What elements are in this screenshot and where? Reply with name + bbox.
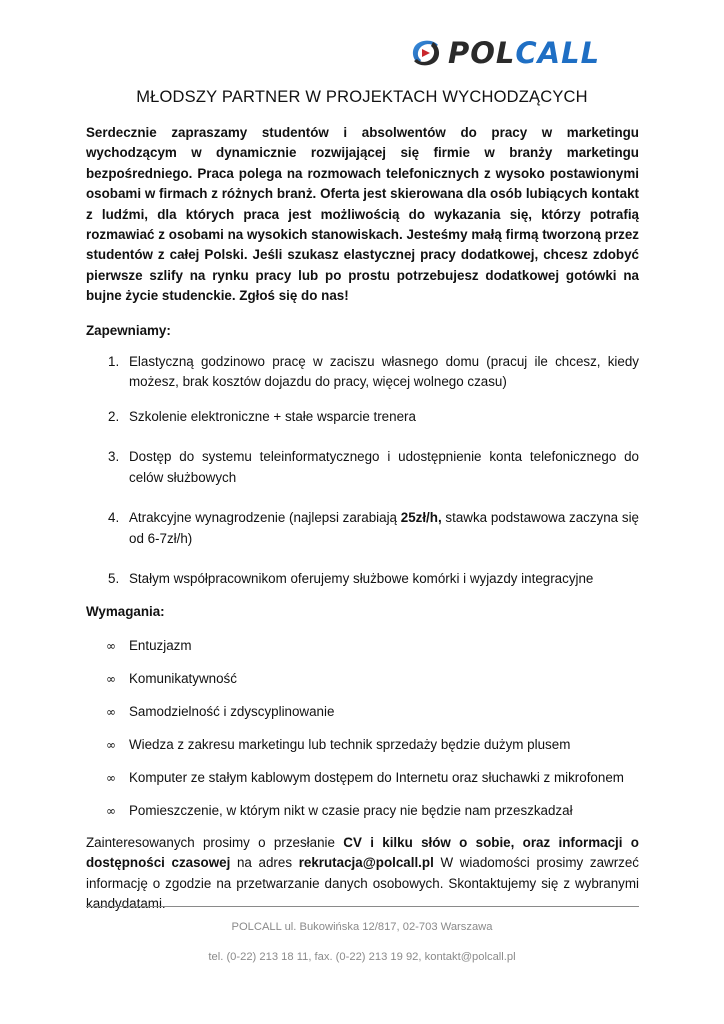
- wage-text-start: Atrakcyjne wynagrodzenie (najlepsi zarabiają: [129, 510, 401, 526]
- infinity-bullet-icon: ∞: [106, 737, 116, 752]
- list-item: [86, 407, 639, 427]
- list-item-text: Dostęp do systemu teleinformatycznego i udostępnienie konta telefonicznego do celów służbowych: [129, 449, 639, 485]
- page-title: MŁODSZY PARTNER W PROJEKTACH WYCHODZĄCYCH: [136, 88, 588, 106]
- logo-wordmark: [448, 35, 600, 71]
- list-item-number: 4.: [108, 510, 120, 526]
- benefits-heading: Zapewniamy:: [86, 322, 171, 338]
- list-item: [86, 447, 639, 488]
- closing-paragraph: [86, 833, 639, 915]
- list-item-text: Samodzielność i zdyscyplinowanie: [129, 703, 335, 719]
- list-item-text: Stałym współpracownikom oferujemy służbowe komórki i wyjazdy integracyjne: [129, 570, 594, 586]
- list-item: [86, 508, 639, 549]
- polcall-logo: [408, 34, 630, 72]
- document-body: [86, 123, 639, 914]
- footer-contact: tel. (0-22) 213 18 11, fax. (0-22) 213 19 92, kontakt@polcall.pl: [208, 951, 516, 963]
- logo-text-pol: POL: [448, 36, 516, 70]
- list-item: [86, 801, 639, 834]
- closing-text-2: na adres: [230, 855, 299, 871]
- list-item: [86, 669, 639, 702]
- polcall-logo-icon: [408, 35, 444, 71]
- logo-text-call: CALL: [515, 36, 601, 70]
- infinity-bullet-icon: ∞: [106, 770, 116, 785]
- infinity-bullet-icon: ∞: [106, 638, 116, 653]
- list-item-text: Szkolenie elektroniczne + stałe wsparcie trenera: [129, 408, 416, 424]
- footer-divider: [86, 906, 639, 907]
- list-item-number: 3.: [108, 449, 120, 465]
- list-item: [86, 735, 639, 768]
- list-item-text: Komputer ze stałym kablowym dostępem do Internetu oraz słuchawki z mikrofonem: [129, 769, 624, 785]
- list-item-number: 2.: [108, 408, 120, 424]
- requirements-heading: Wymagania:: [86, 604, 165, 620]
- benefits-list: [86, 352, 639, 589]
- intro-paragraph: Serdecznie zapraszamy studentów i absolwentów do pracy w marketingu wychodzącym w dynamicznie rozwijającej się firmie w branży marketingu bezpośredniego. Praca polega na rozmowach telefonicznych z wysoko postawionymi osobami w firmach z różnych branż. Oferta jest skierowana dla osób lubiących kontakt z ludźmi, dla których praca jest możliwością do wykazania się, którzy potrafią rozmawiać z osobami na wysokich stanowiskach. Jesteśmy małą firmą tworzoną przez studentów z całej Polski. Jeśli szukasz elastycznej pracy dodatkowej, chcesz zdobyć pierwsze szlify na rynku pracy lub po prostu potrzebujesz dodatkowej gotówki na bujne życie studenckie. Zgłoś się do nas!: [86, 125, 639, 304]
- infinity-bullet-icon: ∞: [106, 704, 116, 719]
- list-item-text: Elastyczną godzinowo pracę w zaciszu własnego domu (pracuj ile chcesz, kiedy możesz, brak kosztów dojazdu do pracy, więcej wolnego czasu): [129, 354, 639, 390]
- wage-text-end: stawka podstawowa zaczyna się od 6-7zł/h): [129, 510, 639, 546]
- list-item-number: 5.: [108, 570, 120, 586]
- infinity-bullet-icon: ∞: [106, 671, 116, 686]
- infinity-bullet-icon: ∞: [106, 803, 116, 818]
- list-item-text: [129, 510, 639, 545]
- requirements-list: [86, 636, 639, 834]
- list-item: [86, 636, 639, 669]
- list-item: [86, 569, 639, 589]
- closing-text-1: Zainteresowanych prosimy o przesłanie: [86, 834, 344, 850]
- closing-text-3: W wiadomości prosimy zawrzeć informację o zgodzie na przetwarzanie danych osobowych. Skontaktujemy się z wybranymi kandydatami.: [86, 855, 639, 911]
- list-item: [86, 352, 639, 393]
- list-item-number: 1.: [108, 354, 120, 370]
- closing-bold-1: CV i kilku słów o sobie, oraz informacji o dostępności czasowej: [86, 834, 639, 871]
- list-item-text: Komunikatywność: [129, 670, 237, 686]
- list-item-text: Pomieszczenie, w którym nikt w czasie pracy nie będzie nam przeszkadzał: [129, 802, 573, 818]
- list-item: [86, 702, 639, 735]
- wage-highlight: 25zł/h,: [400, 510, 442, 526]
- list-item: [86, 768, 639, 801]
- list-item-text: Entuzjazm: [129, 637, 192, 653]
- recruitment-email[interactable]: rekrutacja@polcall.pl: [298, 855, 434, 871]
- footer-address: POLCALL ul. Bukowińska 12/817, 02-703 Warszawa: [231, 921, 493, 933]
- list-item-text: Wiedza z zakresu marketingu lub technik sprzedaży będzie dużym plusem: [129, 736, 571, 752]
